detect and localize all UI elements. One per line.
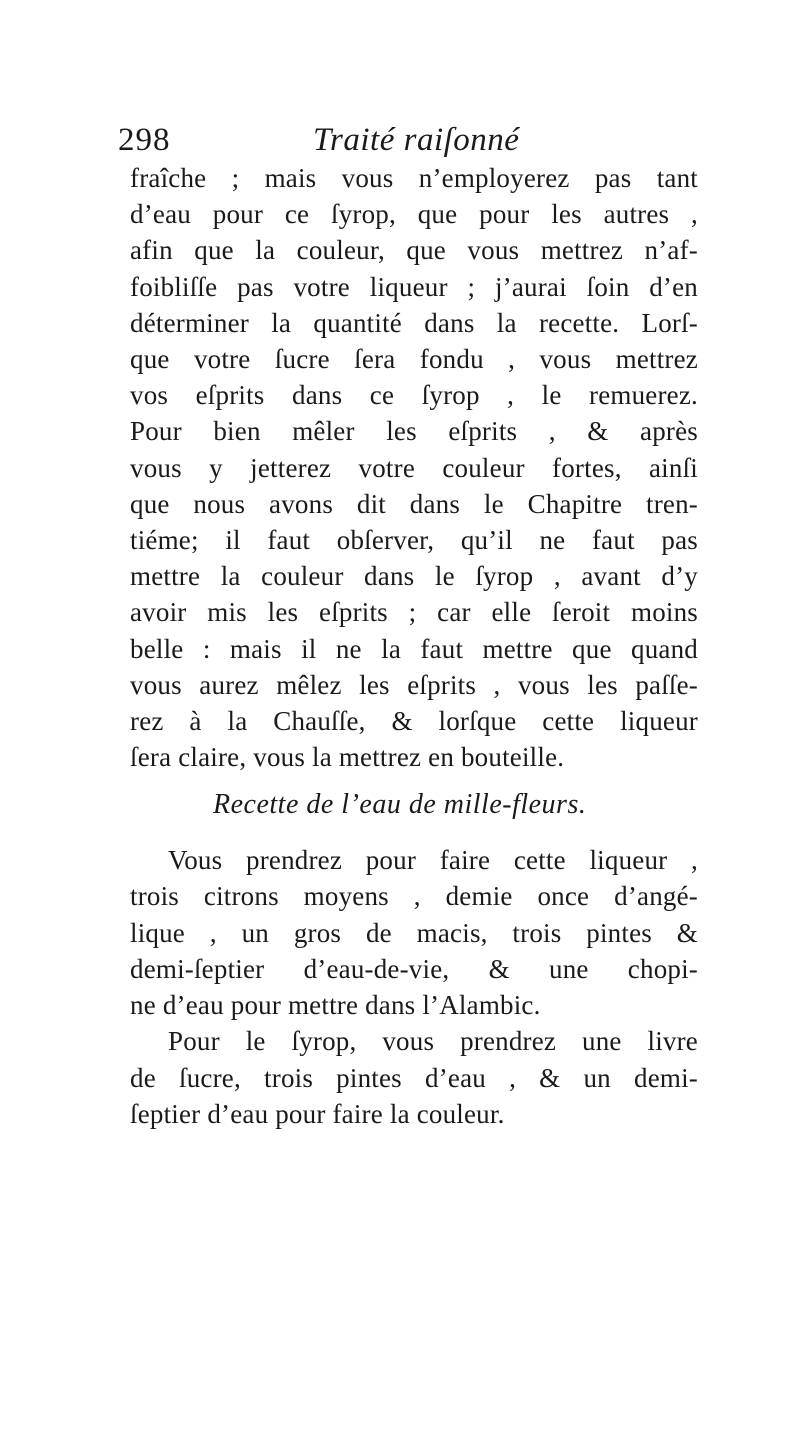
text-line: déterminer la quantité dans la recette. Lorſ- <box>130 307 698 338</box>
paragraph-syrup-instructions <box>130 160 698 775</box>
text-line: trois citrons moyens , demie once d’angé- <box>130 881 698 912</box>
text-line: avoir mis les eſprits ; car elle ſeroit moins <box>130 597 698 628</box>
text-line: vous aurez mêlez les eſprits , vous les paſſe- <box>130 669 698 700</box>
text-line: foibliſſe pas votre liqueur ; j’aurai ſoin d’en <box>130 271 698 302</box>
text-line: fraîche ; mais vous n’employerez pas tant <box>130 163 698 193</box>
text-line: tiéme; il faut obſerver, qu’il ne faut pas <box>130 525 698 556</box>
text-line: de ſucre, trois pintes d’eau , & un demi- <box>130 1062 698 1093</box>
recipe-heading: Recette de l’eau de mille-fleurs. <box>213 789 587 820</box>
text-line: que votre ſucre ſera fondu , vous mettrez <box>130 344 698 375</box>
text-line: lique , un gros de macis, trois pintes & <box>130 917 698 948</box>
recipe-body <box>130 842 698 1132</box>
paragraph-ingredients <box>130 842 698 1023</box>
text-line: afin que la couleur, que vous mettrez n’af- <box>130 235 698 266</box>
text-line: que nous avons dit dans le Chapitre tren- <box>130 488 698 519</box>
text-line: belle : mais il ne la faut mettre que quand <box>130 633 698 664</box>
text-line: Vous prendrez pour faire cette liqueur , <box>168 845 698 875</box>
text-line: demi-ſeptier d’eau-de-vie, & une chopi- <box>130 953 698 984</box>
text-line: Pour le ſyrop, vous prendrez une livre <box>168 1026 698 1057</box>
running-head: Traité raiſonné <box>313 122 520 158</box>
page-number: 298 <box>118 122 171 158</box>
page-header <box>118 118 698 162</box>
text-line: Pour bien mêler les eſprits , & après <box>130 416 698 447</box>
text-line: vous y jetterez votre couleur fortes, ainſi <box>130 452 698 483</box>
text-line: mettre la couleur dans le ſyrop , avant d’y <box>130 561 698 592</box>
text-line: ne d’eau pour mettre dans l’Alambic. <box>130 990 541 1021</box>
text-line: d’eau pour ce ſyrop, que pour les autres , <box>130 199 698 230</box>
text-line: vos eſprits dans ce ſyrop , le remuerez. <box>130 380 698 411</box>
text-line: ſeptier d’eau pour faire la couleur. <box>130 1099 505 1130</box>
text-line: ſera claire, vous la mettrez en bouteille. <box>130 742 565 773</box>
paragraph-syrup-ingredients <box>130 1023 698 1132</box>
text-line: rez à la Chauſſe, & lorſque cette liqueur <box>130 706 698 737</box>
